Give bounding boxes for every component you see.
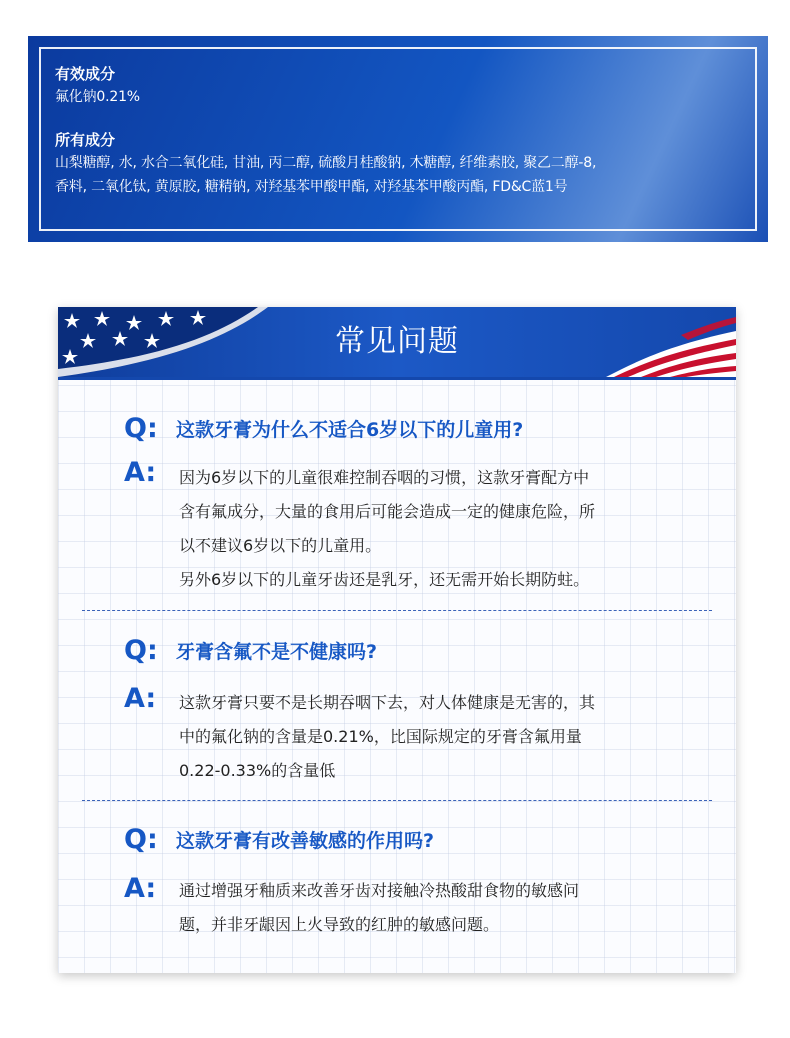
answer-marker: A:: [124, 683, 157, 714]
question-marker: Q:: [124, 634, 158, 666]
answer-line: 题，并非牙龈因上火导致的红肿的敏感问题。: [179, 915, 500, 934]
question-row: [124, 635, 377, 665]
all-ingredients-line: 香料, 二氧化钛, 黄原胶, 糖精钠, 对羟基苯甲酸甲酯, 对羟基苯甲酸丙酯, FD&C蓝1号: [55, 179, 568, 195]
answer-marker: A:: [124, 873, 157, 904]
answer-line: 这款牙膏只要不是长期吞咽下去，对人体健康是无害的，其: [179, 693, 596, 712]
ingredients-frame: [39, 47, 757, 231]
answer-line: 含有氟成分，大量的食用后可能会造成一定的健康危险，所: [179, 502, 596, 521]
all-ingredients-heading: 所有成分: [55, 131, 116, 149]
active-ingredients-text: 氟化钠0.21%: [55, 89, 140, 105]
answer-text: [179, 686, 689, 788]
section-divider: [82, 800, 712, 801]
all-ingredients-line: 山梨糖醇, 水, 水合二氧化硅, 甘油, 丙二醇, 硫酸月桂酸钠, 木糖醇, 纤维素胶, 聚乙二醇-8,: [55, 155, 597, 171]
answer-line: 通过增强牙釉质来改善牙齿对接触冷热酸甜食物的敏感问: [179, 881, 580, 900]
question-text: 这款牙膏有改善敏感的作用吗?: [176, 829, 435, 852]
question-marker: Q:: [124, 823, 158, 855]
answer-marker: A:: [124, 457, 157, 488]
question-row: [124, 413, 523, 443]
answer-line: 因为6岁以下的儿童很难控制吞咽的习惯，这款牙膏配方中: [179, 468, 590, 487]
ingredients-panel: [28, 36, 768, 242]
question-row: [124, 824, 434, 854]
answer-line: 中的氟化钠的含量是0.21%，比国际规定的牙膏含氟用量: [179, 727, 582, 746]
faq-title: 常见问题: [335, 324, 459, 359]
question-marker: Q:: [124, 412, 158, 444]
answer-line: 另外6岁以下的儿童牙齿还是乳牙，还无需开始长期防蛀。: [179, 570, 590, 589]
answer-text: [179, 874, 689, 942]
question-text: 牙膏含氟不是不健康吗?: [176, 640, 378, 663]
faq-banner: [58, 307, 736, 377]
answer-line: 以不建议6岁以下的儿童用。: [179, 536, 382, 555]
question-text: 这款牙膏为什么不适合6岁以下的儿童用?: [176, 418, 524, 441]
active-ingredients-heading: 有效成分: [55, 65, 116, 83]
section-divider: [82, 610, 712, 611]
answer-line: 0.22-0.33%的含量低: [179, 761, 336, 780]
answer-text: [179, 461, 689, 597]
faq-card: [58, 307, 736, 973]
